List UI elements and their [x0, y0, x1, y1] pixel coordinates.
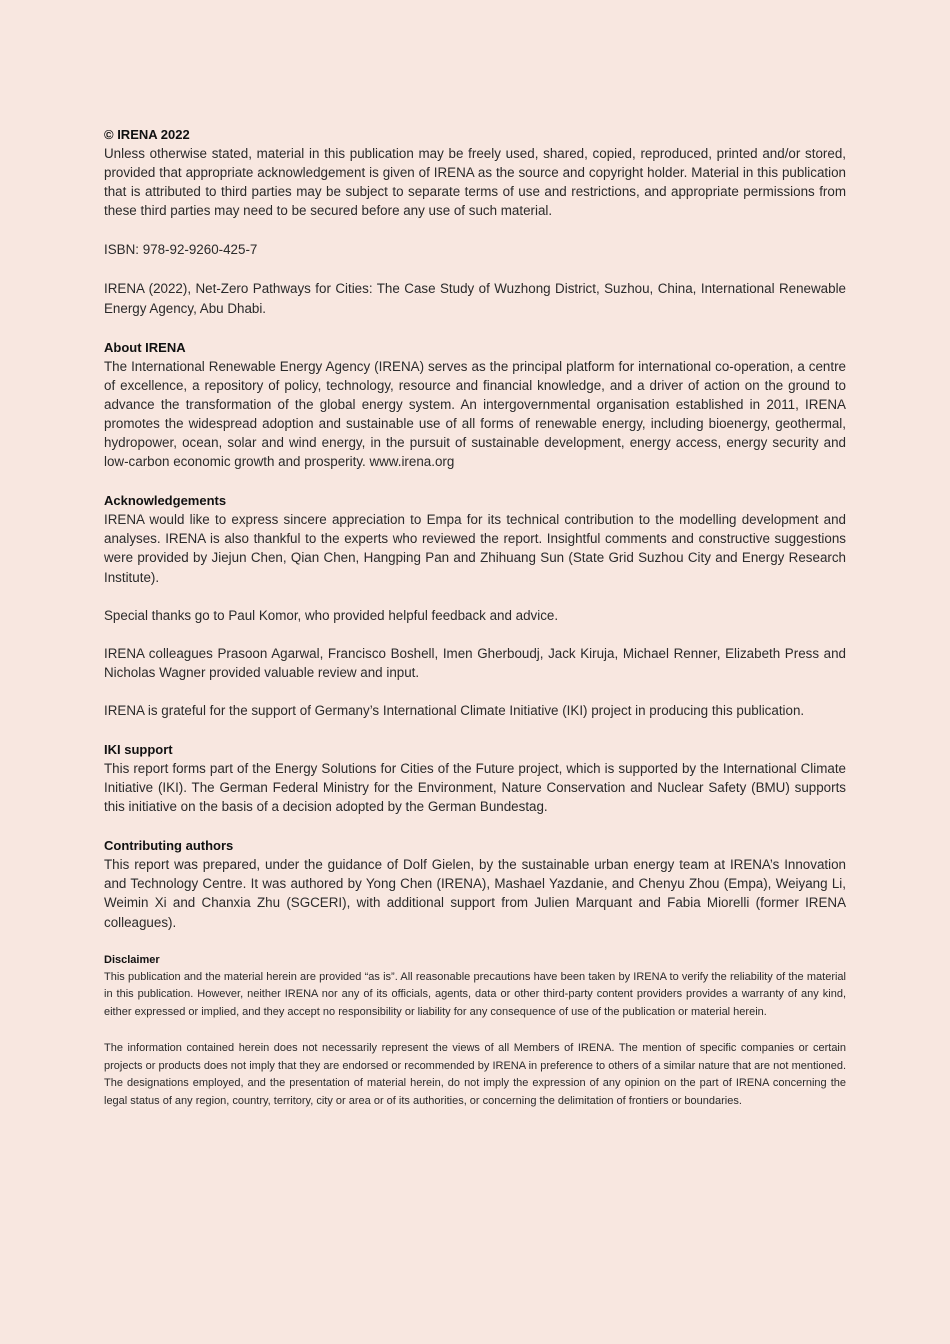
about-body: The International Renewable Energy Agency (IRENA) serves as the principal platform for international co-operation, a centre of excellence, a repository of policy, technology, resource and financial knowledge, and a driver of action on the ground to advance the transformation of the global energy system. An intergovernmental organisation established in 2011, IRENA promotes the widespread adoption and sustainable use of all forms of renewable energy, including bioenergy, geothermal, hydropower, ocean, solar and wind energy, in the pursuit of sustainable development, energy access, energy security and low-carbon economic growth and prosperity. www.irena.org	[104, 358, 846, 470]
citation: IRENA (2022), Net-Zero Pathways for Cities: The Case Study of Wuzhong District, Suzhou, China, International Renewable Energy Agency, Abu Dhabi.	[104, 281, 846, 316]
copyright-heading: © IRENA 2022	[104, 127, 190, 142]
acknowledgements-paragraph-2: Special thanks go to Paul Komor, who provided helpful feedback and advice.	[104, 607, 559, 623]
about-heading: About IRENA	[104, 339, 186, 355]
iki-body: This report forms part of the Energy Solutions for Cities of the Future project, which is supported by the International Climate Initiative (IKI). The German Federal Ministry for the Environment, Nature Conservation and Nuclear Safety (BMU) supports this initiative on the basis of a decision adopted by the German Bundestag.	[104, 760, 846, 815]
disclaimer-heading: Disclaimer	[104, 953, 160, 966]
isbn: ISBN: 978-92-9260-425-7	[104, 242, 258, 258]
document-content	[104, 125, 846, 1110]
disclaimer-paragraph-1: This publication and the material herein are provided “as is”. All reasonable precautions have been taken by IRENA to verify the reliability of the material in this publication. However, neither IRENA nor any of its officials, agents, data or other third-party content providers provides a warranty of any kind, either expressed or implied, and they accept no responsibility or liability for any consequence of use of the publication or material herein.	[104, 970, 846, 1018]
acknowledgements-heading: Acknowledgements	[104, 493, 227, 509]
iki-heading: IKI support	[104, 741, 173, 757]
copyright-body: Unless otherwise stated, material in this publication may be freely used, shared, copied, reproduced, printed and/or stored, provided that appropriate acknowledgement is given of IRENA as the source and copyright holder. Material in this publication that is attributed to third parties may be subject to separate terms of use and restrictions, and appropriate permissions from these third parties may need to be secured before any use of such material.	[104, 146, 846, 219]
acknowledgements-paragraph-4: IRENA is grateful for the support of Germany’s International Climate Initiative (IKI) project in producing this publication.	[104, 702, 805, 718]
authors-body: This report was prepared, under the guidance of Dolf Gielen, by the sustainable urban energy team at IRENA’s Innovation and Technology Centre. It was authored by Yong Chen (IRENA), Mashael Yazdanie, and Chenyu Zhou (Empa), Weiyang Li, Weimin Xi and Chanxia Zhu (SGCERI), with additional support from Julien Marquant and Fabia Miorelli (former IRENA colleagues).	[104, 857, 846, 930]
acknowledgements-paragraph-1: IRENA would like to express sincere appreciation to Empa for its technical contribution to the modelling development and analyses. IRENA is also thankful to the experts who reviewed the report. Insightful comments and constructive suggestions were provided by Jiejun Chen, Qian Chen, Hangping Pan and Zhihuang Sun (State Grid Suzhou City and Energy Research Institute).	[104, 512, 846, 585]
authors-heading: Contributing authors	[104, 838, 234, 854]
acknowledgements-paragraph-3: IRENA colleagues Prasoon Agarwal, Francisco Boshell, Imen Gherboudj, Jack Kiruja, Michael Renner, Elizabeth Press and Nicholas Wagner provided valuable review and input.	[104, 645, 846, 680]
disclaimer-paragraph-2: The information contained herein does not necessarily represent the views of all Members of IRENA. The mention of specific companies or certain projects or products does not imply that they are endorsed or recommended by IRENA in preference to others of a similar nature that are not mentioned. The designations employed, and the presentation of material herein, do not imply the expression of any opinion on the part of IRENA concerning the legal status of any region, country, territory, city or area or of its authorities, or concerning the delimitation of frontiers or boundaries.	[104, 1042, 846, 1107]
